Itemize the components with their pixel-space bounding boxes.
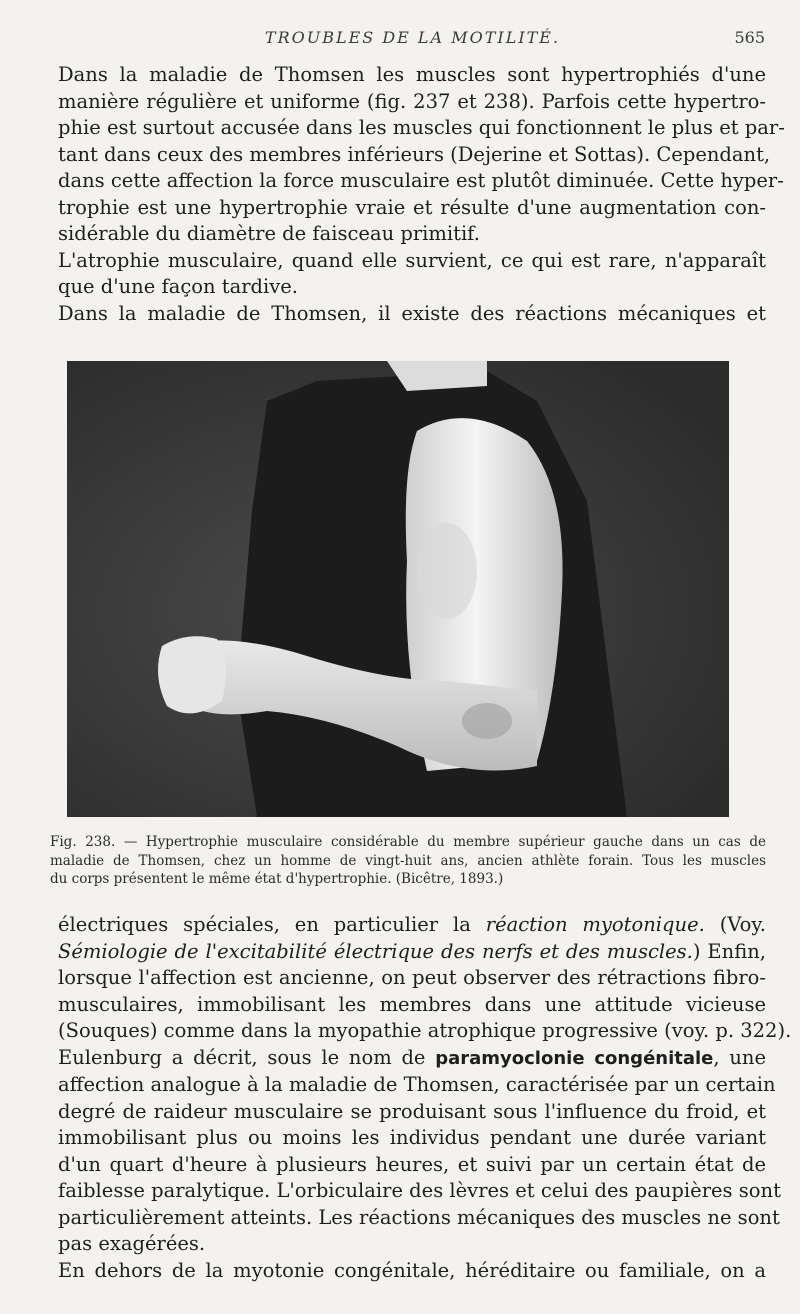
page-number: 565 (734, 28, 765, 47)
text-line: trophie est une hypertrophie vraie et résulte d'une augmentation con- (58, 195, 766, 219)
text-line: faiblesse paralytique. L'orbiculaire des lèvres et celui des paupières sont (58, 1179, 781, 1202)
text-run: Eulenburg a décrit, sous le nom de (58, 1045, 436, 1069)
paragraph-atrophy (58, 248, 766, 301)
text-line: degré de raideur musculaire se produisant sous l'influence du froid, et (58, 1099, 766, 1123)
italic-reference: Sémiologie de l'excitabilité électrique des nerfs et des muscles. (58, 939, 693, 963)
text-line: phie est surtout accusée dans les muscles qui fonctionnent le plus et par- (58, 116, 785, 139)
top-text-block (58, 62, 785, 327)
text-line: dans cette affection la force musculaire est plutôt diminuée. Cette hyper- (58, 169, 784, 192)
italic-term: réaction myotonique. (485, 913, 705, 936)
text-line: pas exagérées. (58, 1232, 206, 1255)
page-header (60, 28, 765, 52)
text-line: tant dans ceux des membres inférieurs (Dejerine et Sottas). Cependant, (58, 142, 771, 166)
text-run: (Voy. (704, 913, 766, 936)
text-line: immobilisant plus ou moins les individus pendant une durée variant (58, 1126, 766, 1149)
text-line: Dans la maladie de Thomsen les muscles sont hypertrophiés d'une (58, 63, 766, 86)
text-line: musculaires, immobilisant les membres dans une attitude vicieuse (58, 992, 766, 1016)
text-line: que d'une façon tardive. (58, 275, 298, 298)
text-line: (Souques) comme dans la myopathie atrophique progressive (voy. p. 322). (58, 1019, 792, 1042)
paragraph-thomsen-hypertrophy (58, 62, 785, 248)
caption-line: Fig. 238. — Hypertrophie musculaire considérable du membre supérieur gauche dans un cas de (50, 834, 766, 850)
figure-caption (50, 833, 766, 889)
text-run: électriques spéciales, en particulier la (58, 913, 486, 936)
text-line: L'atrophie musculaire, quand elle survient, ce qui est rare, n'apparaît (58, 248, 766, 272)
text-line: d'un quart d'heure à plusieurs heures, et suivi par un certain état de (58, 1152, 766, 1176)
paragraph-myotonia (58, 1258, 766, 1285)
bold-term: paramyoclonie congénitale (435, 1047, 714, 1069)
caption-line: du corps présentent le même état d'hypertrophie. (Bicêtre, 1893.) (50, 871, 504, 887)
running-head: TROUBLES DE LA MOTILITÉ. (264, 28, 561, 47)
text-line: En dehors de la myotonie congénitale, héréditaire ou familiale, on a (58, 1258, 766, 1282)
text-line: sidérable du diamètre de faisceau primitif. (58, 222, 480, 245)
text-line: affection analogue à la maladie de Thomsen, caractérisée par un certain (58, 1073, 776, 1096)
text-line (58, 1045, 766, 1073)
text-run: ) Enfin, (692, 939, 766, 963)
text-line: Dans la maladie de Thomsen, il existe des réactions mécaniques et (58, 301, 766, 325)
text-line: manière régulière et uniforme (fig. 237 et 238). Parfois cette hypertro- (58, 89, 766, 113)
arm-photo-illustration (67, 361, 729, 817)
paragraph-paramyoclonie (58, 1045, 781, 1258)
caption-line: maladie de Thomsen, chez un homme de vingt-huit ans, ancien athlète forain. Tous les muscles (50, 852, 766, 869)
paragraph-reactions (58, 301, 766, 328)
text-line (58, 912, 766, 939)
text-line (58, 939, 766, 966)
text-run: , une (713, 1045, 766, 1069)
figure-photograph (67, 361, 729, 817)
bottom-text-block (58, 912, 792, 1284)
paragraph-electric-reactions (58, 912, 792, 1045)
text-line: particulièrement atteints. Les réactions mécaniques des muscles ne sont (58, 1205, 780, 1229)
text-line: lorsque l'affection est ancienne, on peut observer des rétractions fibro- (58, 966, 766, 989)
